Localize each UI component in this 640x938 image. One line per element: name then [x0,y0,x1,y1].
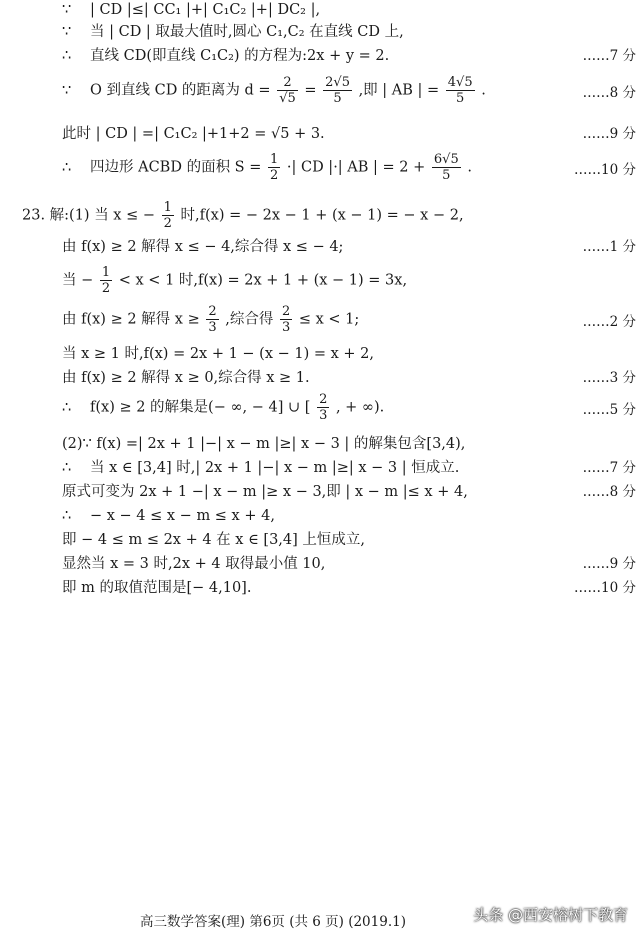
numerator: 1 [269,152,279,167]
denominator: √5 [279,91,296,106]
line-text: . [467,159,472,176]
numerator: 4√5 [447,75,473,90]
denominator: 3 [281,320,291,335]
line-text: (2)∵ f(x) =| 2x + 1 |−| x − m |≥| x − 3 | 的解集包含[3,4), [62,436,466,452]
score-mark: ……7 分 [582,460,636,476]
denominator: 5 [333,91,342,106]
fraction [268,152,280,183]
denominator: 5 [442,168,451,183]
line-text: 当 x ≥ 1 时,f(x) = 2x + 1 − (x − 1) = x + 2, [62,346,375,362]
because-symbol: ∵ [62,24,72,40]
numerator: 2 [208,304,217,319]
fraction [432,152,461,183]
line-text: 即 − 4 ≤ m ≤ 2x + 4 在 x ∈ [3,4] 上恒成立, [62,532,366,548]
line-text: ·| CD |·| AB | = 2 + [286,159,426,176]
line-text: ,综合得 [225,311,274,328]
numerator: 2√5 [325,75,350,90]
line-text: 即 m 的取值范围是[− 4,10]. [62,580,252,596]
line-text: 23. 解:(1) 当 x ≤ − [22,207,156,224]
because-symbol: ∵ [62,82,72,99]
footer-text: 高三数学答案(理) 第6页 (共 6 页) (2019.1) [140,914,406,930]
numerator: 1 [101,265,111,280]
line-text: 原式可变为 2x + 1 −| x − m |≥ x − 3,即 | x − m |≤ x + 4, [62,484,468,500]
line-text: f(x) ≥ 2 的解集是(− ∞, − 4] ∪ [ [90,399,311,416]
fraction [206,304,218,335]
denominator: 3 [208,320,217,335]
denominator: 2 [101,281,111,296]
therefore-symbol: ∴ [62,48,72,64]
line-text: 由 f(x) ≥ 2 解得 x ≤ − 4,综合得 x ≤ − 4; [62,239,344,255]
score-mark: ……9 分 [582,556,636,572]
line-text: ,即 | AB | = [358,82,440,99]
therefore-symbol: ∴ [62,460,72,476]
score-mark: ……3 分 [582,370,636,386]
line-text: 时,f(x) = − 2x − 1 + (x − 1) = − x − 2, [180,207,464,224]
line-text: | CD |≤| CC₁ |+| C₁C₂ |+| DC₂ |, [90,2,321,18]
numerator: 2 [281,304,291,319]
fraction [323,75,352,106]
score-mark: ……10 分 [574,162,636,178]
because-symbol: ∵ [62,2,72,18]
fraction [162,200,174,231]
line-text: 四边形 ACBD 的面积 S = [90,159,262,176]
score-mark: ……8 分 [582,484,636,500]
score-mark: ……1 分 [582,239,636,255]
line-text: 由 f(x) ≥ 2 解得 x ≥ [62,311,200,328]
line-text: 此时 | CD | =| C₁C₂ |+1+2 = √5 + 3. [62,126,325,142]
therefore-symbol: ∴ [62,399,72,416]
numerator: 2 [319,392,328,407]
fraction [446,75,475,106]
score-mark: ……8 分 [582,85,636,101]
fraction [280,304,292,335]
numerator: 1 [163,200,172,215]
score-mark: ……7 分 [582,48,636,64]
denominator: 2 [269,168,279,183]
line-text: 显然当 x = 3 时,2x + 4 取得最小值 10, [62,556,326,572]
line-text: 由 f(x) ≥ 2 解得 x ≥ 0,综合得 x ≥ 1. [62,370,310,386]
line-text: ≤ x < 1; [298,311,360,328]
fraction [277,75,298,106]
score-mark: ……9 分 [582,126,636,142]
line-text: − x − 4 ≤ x − m ≤ x + 4, [90,508,275,524]
fraction [100,265,112,296]
watermark: 头条 @西安榕树下教育 [473,906,628,924]
line-text: , + ∞). [335,399,385,416]
fraction [317,392,329,423]
therefore-symbol: ∴ [62,508,72,524]
line-text: 直线 CD(即直线 C₁C₂) 的方程为:2x + y = 2. [90,48,390,64]
line-text: < x < 1 时,f(x) = 2x + 1 + (x − 1) = 3x, [118,272,408,289]
line-text: . [481,82,486,99]
numerator: 2 [277,75,298,91]
therefore-symbol: ∴ [62,159,72,176]
score-mark: ……5 分 [582,402,636,418]
line-text: = [304,82,317,99]
line-text: 当 − [62,272,94,289]
denominator: 5 [456,91,465,106]
denominator: 3 [319,408,328,423]
numerator: 6√5 [433,152,459,167]
score-mark: ……10 分 [574,580,636,596]
line-text: 当 | CD | 取最大值时,圆心 C₁,C₂ 在直线 CD 上, [90,24,404,40]
denominator: 2 [163,216,172,231]
line-text: 当 x ∈ [3,4] 时,| 2x + 1 |−| x − m |≥| x − 3 | 恒成立. [90,460,460,476]
line-text: O 到直线 CD 的距离为 d = [90,82,271,99]
score-mark: ……2 分 [582,314,636,330]
